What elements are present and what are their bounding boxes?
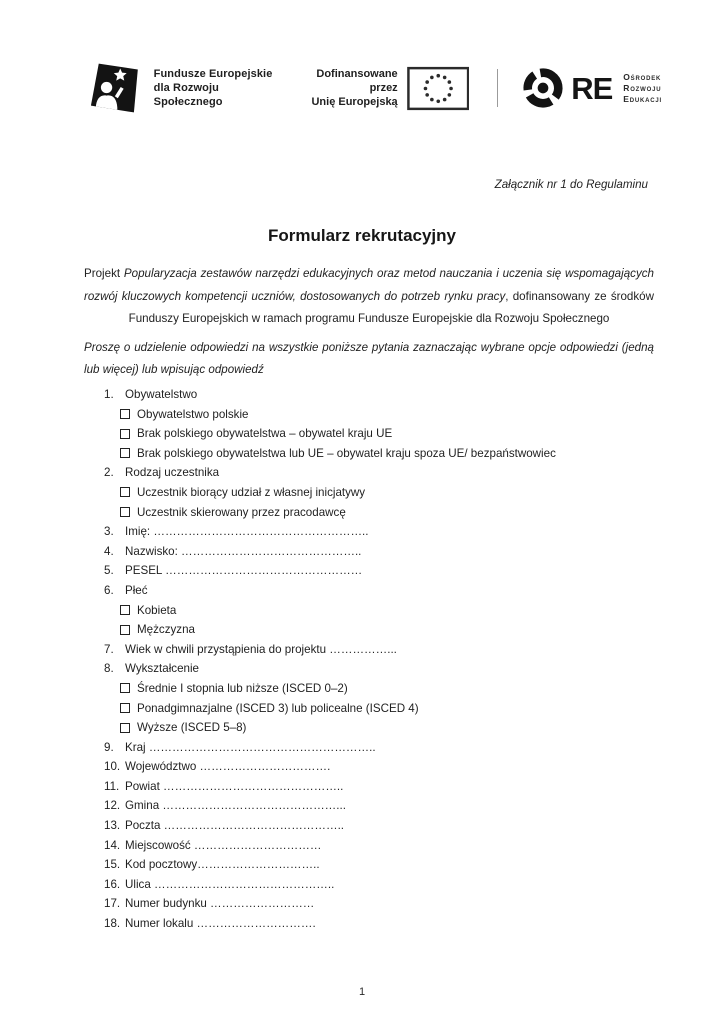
form-item-kraj[interactable]: [104, 738, 664, 758]
form-item-wojewodztwo[interactable]: [104, 757, 664, 777]
form-option[interactable]: [104, 424, 664, 444]
form-item-numer-lokalu[interactable]: [104, 914, 664, 934]
fill-in-field[interactable]: Numer lokalu ………………………….: [125, 917, 316, 931]
form-item-kod-pocztowy[interactable]: [104, 855, 664, 875]
form-item-gmina[interactable]: [104, 796, 664, 816]
eu-label-line2: Unię Europejską: [311, 96, 398, 108]
item-number: 1.: [104, 388, 114, 401]
option-label: Brak polskiego obywatelstwa – obywatel kraju UE: [137, 427, 393, 441]
fill-in-field[interactable]: Numer budynku ………………………: [125, 897, 315, 911]
fundusze-europejskie-label: [154, 67, 288, 109]
fill-in-field[interactable]: Wiek w chwili przystąpienia do projektu ……………...: [125, 642, 397, 656]
fill-in-field[interactable]: Powiat ………………………………………..: [125, 779, 344, 793]
option-label: Brak polskiego obywatelstwa lub UE – obywatel kraju spoza UE/ bezpaństwowiec: [137, 446, 556, 460]
attachment-note: Załącznik nr 1 do Regulaminu: [494, 178, 648, 191]
item-number: 12.: [104, 799, 121, 813]
checkbox-icon[interactable]: [120, 507, 130, 517]
item-number: 10.: [104, 760, 121, 774]
checkbox-icon[interactable]: [120, 448, 130, 458]
form-list: [104, 385, 664, 934]
fill-in-field[interactable]: PESEL ……………………………………………: [125, 564, 363, 578]
fe-label-line1: Fundusze Europejskie: [153, 68, 273, 80]
project-name-italic: Popularyzacja zestawów narzędzi edukacyjnych oraz metod nauczania i uczenia się wspomagających rozwój kluczowych kompetencji uczniów, dostosowanych do potrzeb rynku pracy: [84, 267, 654, 303]
form-item-wyksztalcenie: [104, 659, 664, 679]
form-item-wiek[interactable]: [104, 640, 664, 660]
header-divider: [497, 69, 498, 107]
item-number: 16.: [104, 877, 121, 891]
project-suffix: , dofinansowany ze środków Funduszy Europejskich w ramach programu Fundusze Europejskie dla Rozwoju Społecznego: [128, 289, 654, 325]
form-option[interactable]: [104, 405, 664, 425]
form-option[interactable]: [104, 718, 664, 738]
ore-name-label: [623, 72, 662, 105]
item-label: Płeć: [125, 583, 148, 597]
checkbox-icon[interactable]: [120, 683, 130, 693]
option-label: Uczestnik skierowany przez pracodawcę: [137, 505, 346, 519]
form-option[interactable]: [104, 503, 664, 523]
fill-in-field[interactable]: Nazwisko: ………………………………………..: [125, 544, 362, 558]
item-number: 14.: [104, 838, 121, 852]
option-label: Średnie I stopnia lub niższe (ISCED 0–2): [137, 681, 348, 695]
eu-funding-label: [288, 67, 398, 109]
fill-in-field[interactable]: Poczta ………………………………………..: [125, 819, 345, 833]
checkbox-icon[interactable]: [120, 625, 130, 635]
form-item-miejscowosc[interactable]: [104, 836, 664, 856]
item-number: 9.: [104, 740, 114, 754]
fe-label-line2: dla Rozwoju Społecznego: [153, 82, 223, 108]
checkbox-icon[interactable]: [120, 723, 130, 733]
item-number: 4.: [104, 544, 114, 558]
item-number: 15.: [104, 858, 121, 872]
form-item-obywatelstwo: [104, 385, 664, 405]
item-number: 13.: [104, 819, 121, 833]
fill-in-field[interactable]: Imię: ………………………………………………..: [125, 525, 369, 539]
item-number: 2.: [104, 466, 114, 480]
option-label: Uczestnik biorący udział z własnej inicjatywy: [137, 485, 366, 499]
eu-flag-icon: [407, 66, 470, 111]
option-label: Obywatelstwo polskie: [137, 407, 249, 421]
option-label: Mężczyzna: [137, 623, 195, 637]
option-label: Ponadgimnazjalne (ISCED 3) lub policealne (ISCED 4): [137, 701, 419, 715]
fill-in-field[interactable]: Gmina ………………………………………...: [125, 799, 346, 813]
fill-in-field[interactable]: Ulica ………………………………………..: [125, 877, 335, 891]
project-description: [84, 263, 654, 331]
fundusze-europejskie-flag-icon: [88, 60, 144, 116]
eu-funding-logo: [288, 66, 469, 111]
form-item-plec: [104, 581, 664, 601]
page-number: 1: [358, 986, 366, 998]
form-item-powiat[interactable]: [104, 777, 664, 797]
item-number: 5.: [104, 564, 114, 578]
item-label: Wykształcenie: [125, 662, 199, 676]
form-option[interactable]: [104, 601, 664, 621]
page-title: Formularz rekrutacyjny: [267, 226, 456, 245]
item-number: 8.: [104, 662, 114, 676]
ore-name-line2: Rozwoju: [623, 82, 662, 93]
checkbox-icon[interactable]: [120, 487, 130, 497]
item-label: Rodzaj uczestnika: [125, 466, 220, 480]
form-item-poczta[interactable]: [104, 816, 664, 836]
form-item-numer-budynku[interactable]: [104, 894, 664, 914]
ore-name-line1: Ośrodek: [623, 71, 662, 82]
form-item-imie[interactable]: [104, 522, 664, 542]
form-item-ulica[interactable]: [104, 875, 664, 895]
fill-in-field[interactable]: Województwo …………………………….: [125, 760, 331, 774]
fill-in-field[interactable]: Miejscowość ……………………………: [125, 838, 322, 852]
logo-header: [88, 56, 662, 120]
ore-logo: [522, 67, 662, 109]
form-item-rodzaj-uczestnika: [104, 463, 664, 483]
checkbox-icon[interactable]: [120, 703, 130, 713]
instruction-note: Proszę o udzielenie odpowiedzi na wszystkie poniższe pytania zaznaczając wybrane opcje odpowiedzi (jedną lub więcej) lub wpisując odpowiedź: [84, 341, 654, 376]
item-number: 7.: [104, 642, 114, 656]
ore-acronym: RE: [571, 70, 613, 106]
form-option[interactable]: [104, 620, 664, 640]
option-label: Kobieta: [137, 603, 177, 617]
checkbox-icon[interactable]: [120, 429, 130, 439]
item-number: 6.: [104, 583, 114, 597]
checkbox-icon[interactable]: [120, 605, 130, 615]
item-number: 17.: [104, 897, 121, 911]
checkbox-icon[interactable]: [120, 409, 130, 419]
item-label: Obywatelstwo: [125, 388, 198, 401]
option-label: Wyższe (ISCED 5–8): [137, 721, 247, 735]
fill-in-field[interactable]: Kod pocztowy…………………………..: [125, 858, 320, 872]
fundusze-europejskie-logo: [88, 60, 288, 116]
eu-label-line1: Dofinansowane przez: [316, 68, 398, 94]
ore-symbol-icon: [522, 67, 564, 109]
form-item-nazwisko[interactable]: [104, 542, 664, 562]
form-item-pesel[interactable]: [104, 561, 664, 581]
item-number: 18.: [104, 917, 121, 931]
form-option[interactable]: [104, 699, 664, 719]
item-number: 3.: [104, 525, 114, 539]
ore-name-line3: Edukacji: [623, 93, 663, 104]
form-option[interactable]: [104, 444, 664, 464]
fill-in-field[interactable]: Kraj …………………………………………………..: [125, 740, 376, 754]
form-option[interactable]: [104, 679, 664, 699]
project-prefix: Projekt: [84, 267, 124, 280]
form-option[interactable]: [104, 483, 664, 503]
item-number: 11.: [104, 779, 120, 793]
